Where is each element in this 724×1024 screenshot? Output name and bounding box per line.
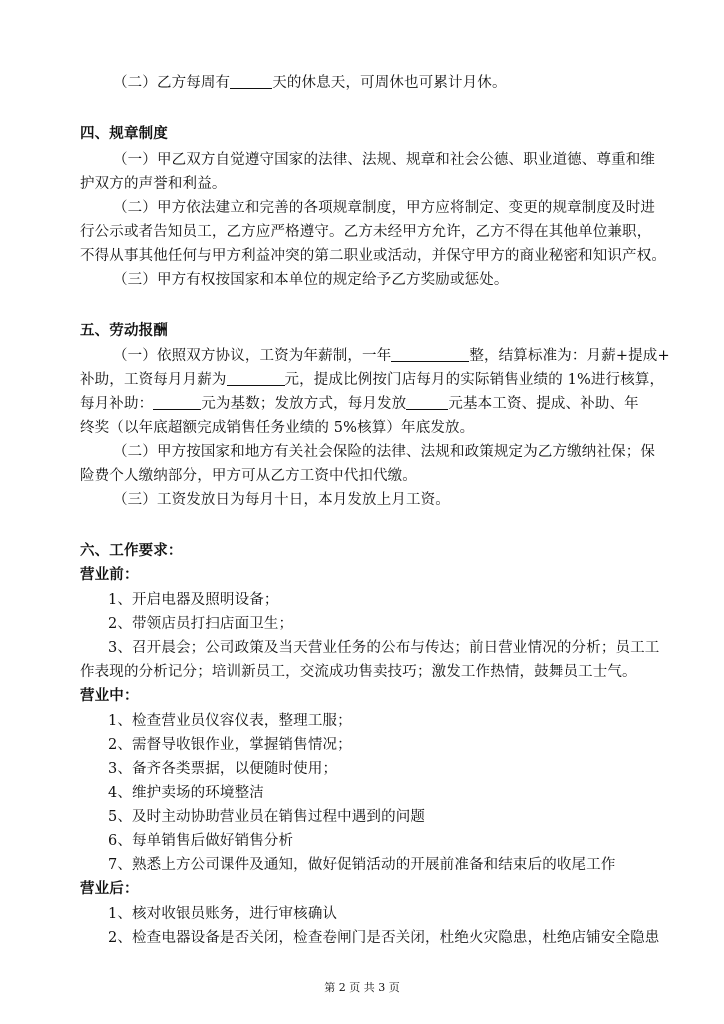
paragraph-line: 终奖（以年底超额完成销售任务业绩的 5%核算）年底发放。 — [80, 420, 475, 436]
paragraph-line: （一）甲乙双方自觉遵守国家的法律、法规、规章和社会公德、职业道德、尊重和维 — [113, 152, 656, 168]
paragraph-line: 护双方的声誉和利益。 — [80, 176, 227, 192]
subheading-after-business: 营业后： — [80, 881, 139, 897]
allowance-blank — [153, 395, 201, 410]
monthly-salary-blank — [227, 371, 285, 386]
paragraph-line: （二）甲方依法建立和完善的各项规章制度，甲方应将制定、变更的规章制度及时进 — [113, 200, 656, 216]
paragraph-line: 不得从事其他任何与甲方利益冲突的第二职业或活动，并保守甲方的商业秘密和知识产权。 — [80, 248, 666, 264]
monthly-payment-blank — [406, 395, 448, 410]
list-item-continuation: 作表现的分析记分；培训新员工，交流成功售卖技巧；激发工作热情，鼓舞员工士气。 — [80, 664, 637, 680]
list-item: 3、召开晨会；公司政策及当天营业任务的公布与传达；前日营业情况的分析；员工工 — [108, 640, 660, 656]
subheading-during-business: 营业中： — [80, 688, 139, 704]
salary-clause-line: （一）依照双方协议，工资为年薪制，一年 整，结算标准为：月薪+提成+ — [113, 348, 670, 364]
paragraph-line: （三）工资发放日为每月十日，本月发放上月工资。 — [113, 492, 450, 508]
section-heading-rules: 四、规章制度 — [80, 126, 168, 142]
page-number-footer: 第 2 页 共 3 页 — [324, 981, 400, 994]
list-item: 5、及时主动协助营业员在销售过程中遇到的问题 — [108, 809, 426, 825]
section-heading-work: 六、工作要求： — [80, 543, 183, 559]
list-item: 2、检查电器设备是否关闭，检查卷闸门是否关闭，杜绝火灾隐患，杜绝店铺安全隐患 — [108, 930, 660, 946]
list-item: 1、核对收银员账务，进行审核确认 — [108, 906, 338, 922]
paragraph-line: 行公示或者告知员工，乙方应严格遵守。乙方未经甲方允许，乙方不得在其他单位兼职， — [80, 224, 652, 240]
list-item: 1、开启电器及照明设备； — [108, 592, 279, 608]
rest-days-clause: （二）乙方每周有 天的休息天，可周休也可累计月休。 — [113, 75, 507, 91]
rest-days-blank — [230, 74, 272, 89]
subheading-before-business: 营业前： — [80, 567, 139, 583]
salary-clause-line: 补助，工资每月月薪为 元，提成比例按门店每月的实际销售业绩的 1%进行核算， — [80, 372, 665, 388]
section-heading-pay: 五、劳动报酬 — [80, 323, 168, 339]
list-item: 6、每单销售后做好销售分析 — [108, 833, 294, 849]
list-item: 1、检查营业员仪容仪表，整理工服； — [108, 713, 352, 729]
list-item: 7、熟悉上方公司课件及通知，做好促销活动的开展前准备和结束后的收尾工作 — [108, 857, 616, 873]
paragraph-line: 险费个人缴纳部分，甲方可从乙方工资中代扣代缴。 — [80, 468, 417, 484]
list-item: 2、需督导收银作业，掌握销售情况； — [108, 737, 352, 753]
list-item: 2、带领店员打扫店面卫生； — [108, 616, 294, 632]
annual-salary-blank — [391, 347, 469, 362]
paragraph-line: （二）甲方按国家和地方有关社会保险的法律、法规和政策规定为乙方缴纳社保；保 — [113, 444, 656, 460]
list-item: 3、备齐各类票据，以便随时使用； — [108, 761, 338, 777]
salary-clause-line: 每月补助： 元为基数；发放方式，每月发放 元基本工资、提成、补助、年 — [80, 396, 639, 412]
list-item: 4、维护卖场的环境整洁 — [108, 785, 264, 801]
paragraph-line: （三）甲方有权按国家和本单位的规定给予乙方奖励或惩处。 — [113, 272, 509, 288]
